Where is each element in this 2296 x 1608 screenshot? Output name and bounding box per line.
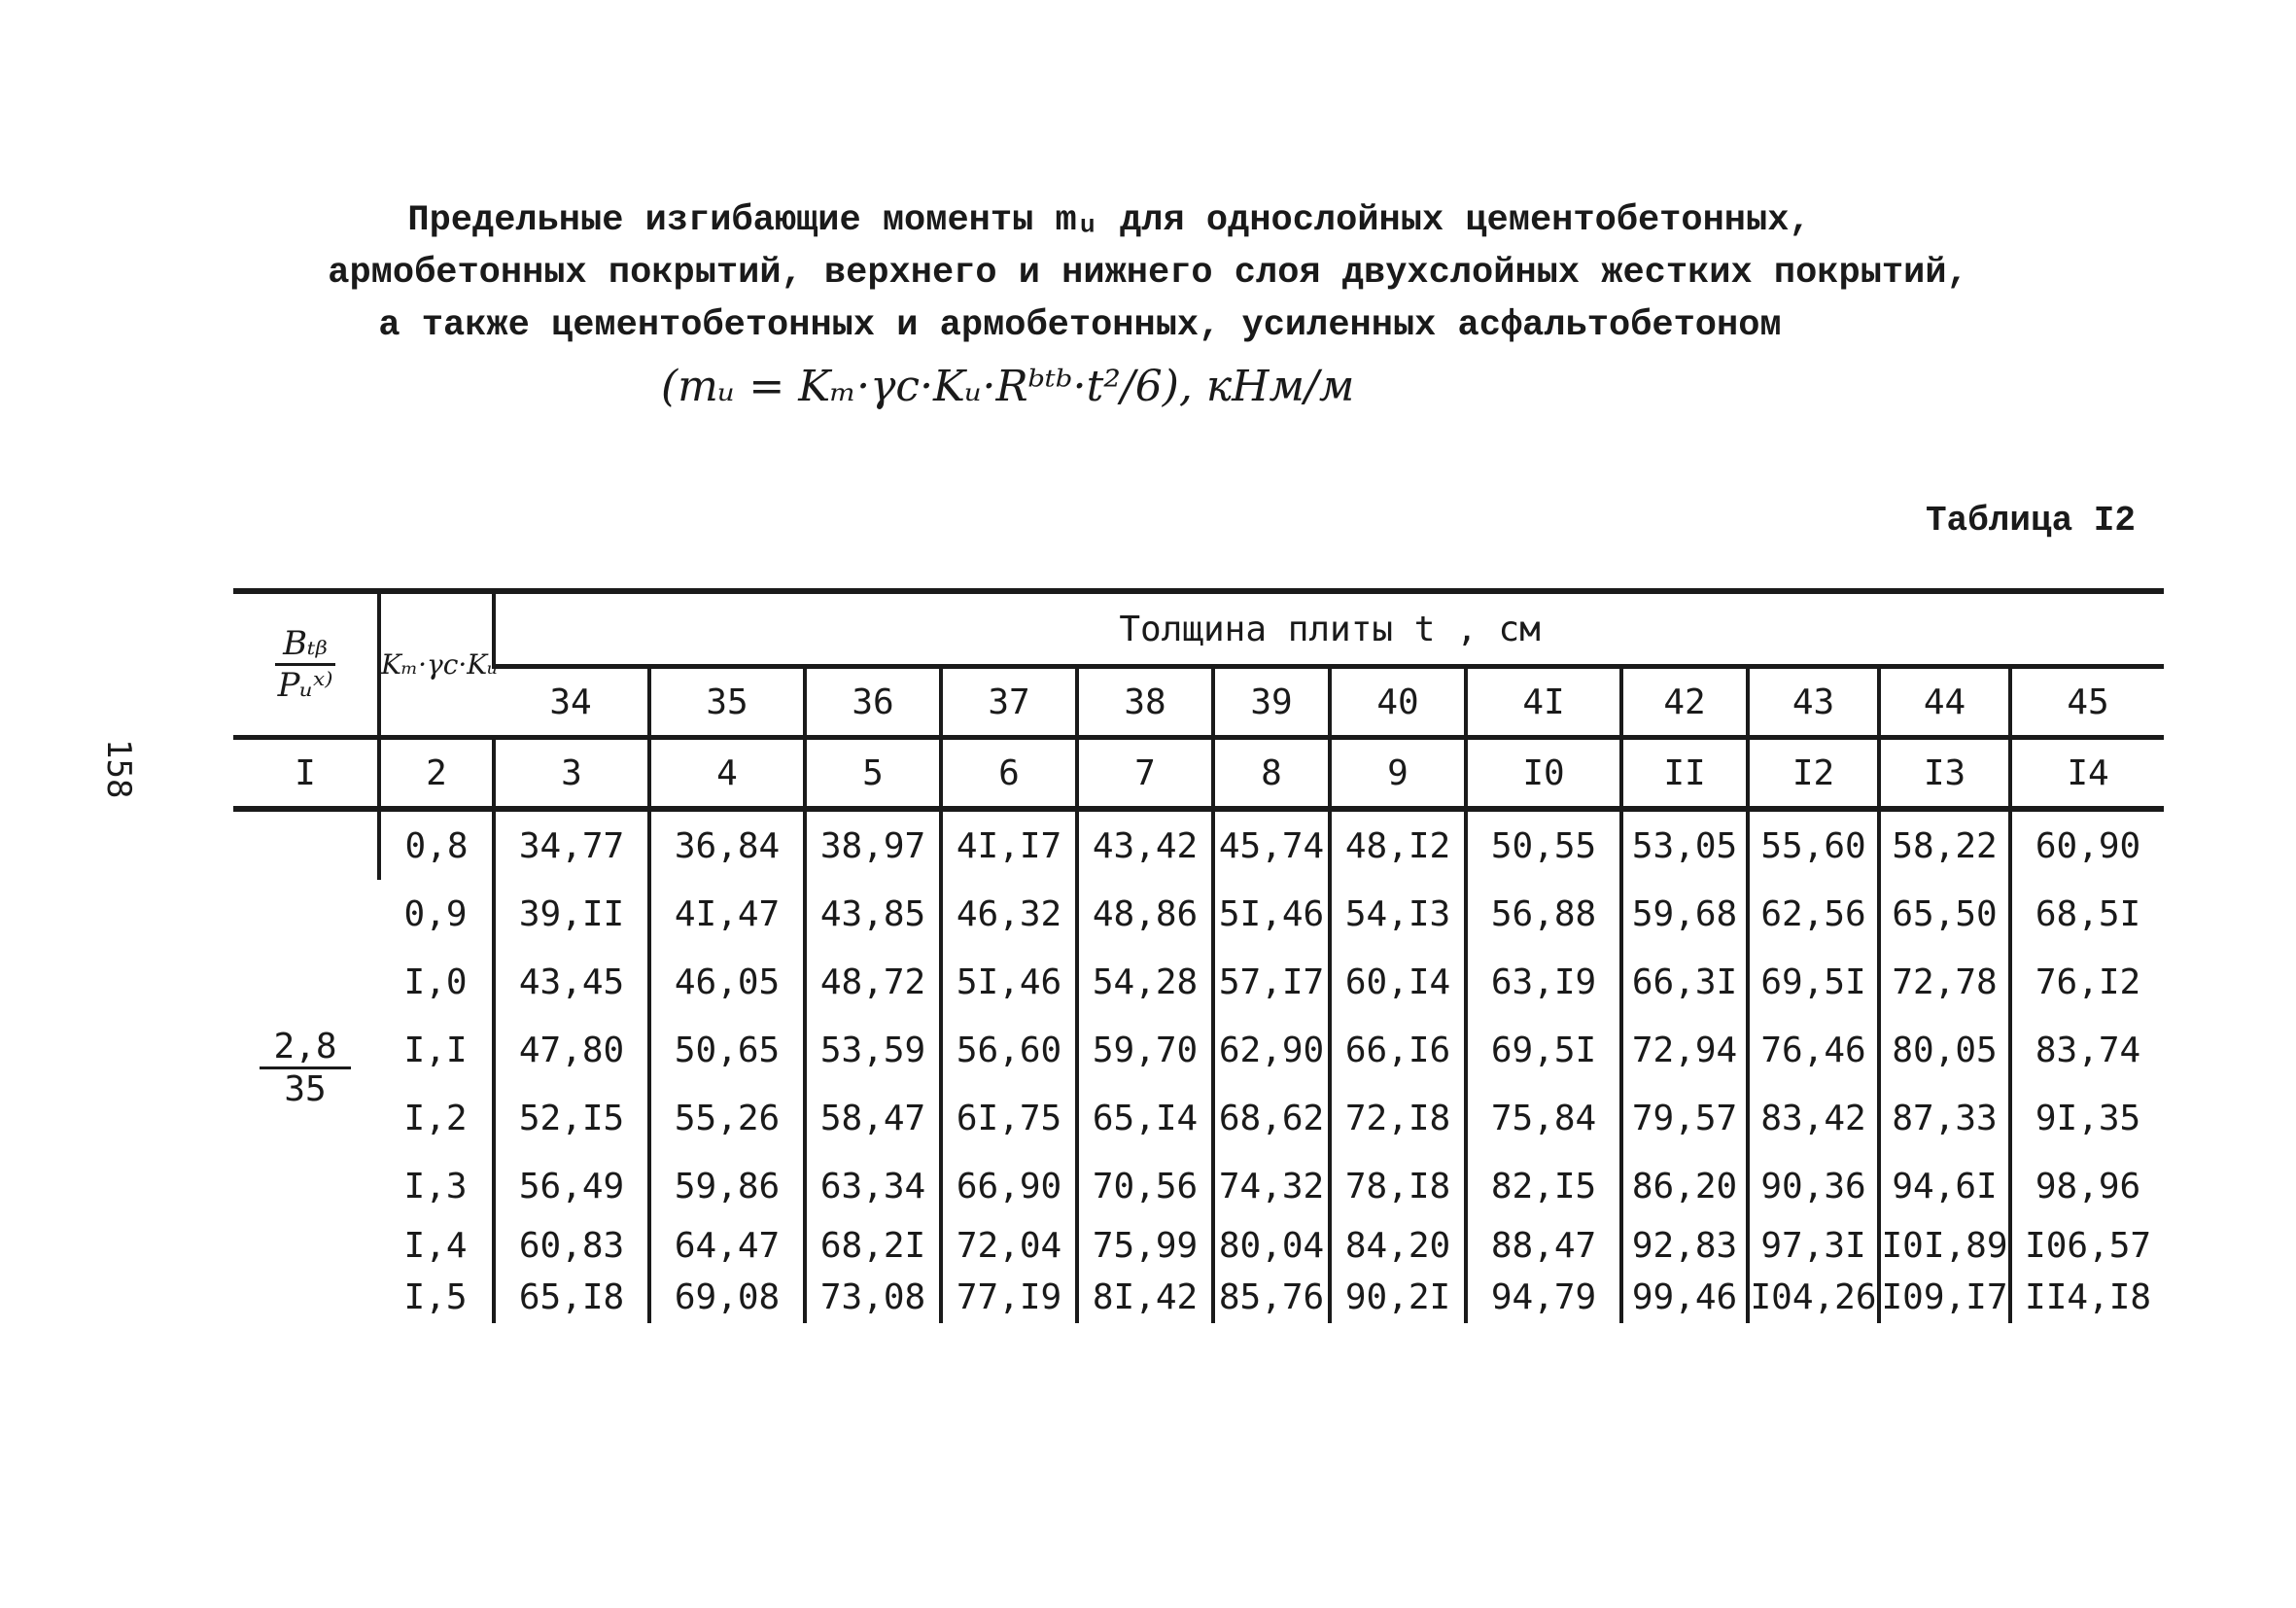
moment-value: 4I,47 (649, 880, 805, 948)
moment-value: 63,I9 (1466, 948, 1621, 1016)
column-number: I2 (1748, 738, 1879, 810)
column-number: 2 (379, 738, 494, 810)
moment-value: 80,04 (1213, 1220, 1330, 1272)
group-bt-value: 2,8 (260, 1027, 350, 1069)
moment-value: 76,I2 (2010, 948, 2164, 1016)
moment-value: 45,74 (1213, 809, 1330, 880)
moment-value: 63,34 (805, 1152, 941, 1220)
thickness-value: 40 (1330, 667, 1466, 738)
document-title (0, 194, 2296, 352)
moment-value: 68,2I (805, 1220, 941, 1272)
thickness-value: 34 (494, 667, 649, 738)
moment-value: 56,60 (941, 1016, 1077, 1084)
column-number: 4 (649, 738, 805, 810)
k-product-value: I,5 (403, 1277, 468, 1317)
moment-value: 64,47 (649, 1220, 805, 1272)
header-k-product: Kₘ·γc·Kᵤ (379, 591, 494, 738)
title-line-3: а также цементобетонных и армобетонных, усиленных асфальтобетоном (378, 305, 1782, 346)
moment-value: 59,70 (1077, 1016, 1213, 1084)
moment-value: 34,77 (494, 809, 649, 880)
moment-formula: (mᵤ = Kₘ·γc·Kᵤ·Rᵇᵗᵇ·t²/6), кНм/м (661, 362, 1355, 411)
moment-value: 50,55 (1466, 809, 1621, 880)
moment-value: 75,84 (1466, 1084, 1621, 1152)
moment-value: 94,79 (1466, 1272, 1621, 1323)
moment-value: 69,08 (649, 1272, 805, 1323)
moment-value: 4I,I7 (941, 809, 1077, 880)
k-product-value: 0,8 (379, 809, 494, 880)
moment-value: 69,5I (1748, 948, 1879, 1016)
moment-value: 46,05 (649, 948, 805, 1016)
moment-value: 90,36 (1748, 1152, 1879, 1220)
header-thickness: Толщина плиты t , см (494, 591, 2164, 667)
moment-value: 59,86 (649, 1152, 805, 1220)
thickness-value: 45 (2010, 667, 2164, 738)
moment-value: 58,47 (805, 1084, 941, 1152)
thickness-value: 37 (941, 667, 1077, 738)
column-number: 7 (1077, 738, 1213, 810)
moments-table (233, 588, 2164, 1323)
moment-value: 53,59 (805, 1016, 941, 1084)
thickness-value: 39 (1213, 667, 1330, 738)
moment-value: 38,97 (805, 809, 941, 880)
moment-value: 9I,35 (2010, 1084, 2164, 1152)
moment-value: 8I,42 (1077, 1272, 1213, 1323)
moment-value: 48,I2 (1330, 809, 1466, 880)
column-number: I (233, 738, 379, 810)
moment-value: 62,90 (1213, 1016, 1330, 1084)
column-number: 3 (494, 738, 649, 810)
moment-value: 62,56 (1748, 880, 1879, 948)
moment-value: 48,86 (1077, 880, 1213, 948)
moment-value: 5I,46 (941, 948, 1077, 1016)
moment-value: 47,80 (494, 1016, 649, 1084)
moment-value: II4,I8 (2010, 1272, 2164, 1323)
moment-value: I04,26 (1748, 1272, 1879, 1323)
moment-value: 87,33 (1879, 1084, 2010, 1152)
moment-value: 92,83 (1621, 1220, 1748, 1272)
moment-value: I09,I7 (1879, 1272, 2010, 1323)
k-product-value: 0,9 (403, 893, 468, 934)
k-product-value: I,I (403, 1030, 468, 1070)
moment-value: 65,I8 (494, 1272, 649, 1323)
moment-value: 97,3I (1748, 1220, 1879, 1272)
moment-value: 48,72 (805, 948, 941, 1016)
moment-value: 60,83 (494, 1220, 649, 1272)
k-product-value: I,3 (403, 1166, 468, 1206)
moment-value: 72,I8 (1330, 1084, 1466, 1152)
group-bt-pu (233, 809, 379, 1323)
moment-value: 59,68 (1621, 880, 1748, 948)
moment-value: 53,05 (1621, 809, 1748, 880)
thickness-value: 4I (1466, 667, 1621, 738)
k-product-value: I,2 (403, 1098, 468, 1138)
moment-value: 88,47 (1466, 1220, 1621, 1272)
moment-value: 36,84 (649, 809, 805, 880)
moment-value: 6I,75 (941, 1084, 1077, 1152)
table-label: Таблица I2 (1925, 501, 2136, 541)
moment-value: 72,94 (1621, 1016, 1748, 1084)
moment-value: 72,78 (1879, 948, 2010, 1016)
moment-value: 72,04 (941, 1220, 1077, 1272)
header-pu: Pᵤˣ⁾ (277, 666, 333, 705)
moment-value: 60,I4 (1330, 948, 1466, 1016)
moment-value: 66,I6 (1330, 1016, 1466, 1084)
moment-value: 46,32 (941, 880, 1077, 948)
moment-value: 76,46 (1748, 1016, 1879, 1084)
moment-value: 98,96 (2010, 1152, 2164, 1220)
thickness-value: 42 (1621, 667, 1748, 738)
moment-value: 56,88 (1466, 880, 1621, 948)
table-row (233, 880, 2164, 948)
moment-value: 39,II (494, 880, 649, 948)
moment-value: 94,6I (1879, 1152, 2010, 1220)
table-row (233, 1220, 2164, 1272)
moment-value: 99,46 (1621, 1272, 1748, 1323)
title-line-1: Предельные изгибающие моменты mᵤ для однослойных цементобетонных, (407, 200, 1811, 241)
moment-value: 83,74 (2010, 1016, 2164, 1084)
moment-value: 80,05 (1879, 1016, 2010, 1084)
moment-value: 5I,46 (1213, 880, 1330, 948)
thickness-value: 44 (1879, 667, 2010, 738)
k-product-value: I,4 (403, 1226, 468, 1266)
moment-value: 43,42 (1077, 809, 1213, 880)
moment-value: 73,08 (805, 1272, 941, 1323)
moment-value: 54,I3 (1330, 880, 1466, 948)
moment-value: 65,I4 (1077, 1084, 1213, 1152)
column-number: 6 (941, 738, 1077, 810)
moment-value: 78,I8 (1330, 1152, 1466, 1220)
k-product-value: I,0 (403, 961, 468, 1002)
moment-value: 86,20 (1621, 1152, 1748, 1220)
thickness-values-row (233, 667, 2164, 738)
moment-value: 75,99 (1077, 1220, 1213, 1272)
column-number: II (1621, 738, 1748, 810)
thickness-value: 35 (649, 667, 805, 738)
header-bt-pu (233, 591, 379, 738)
column-number: 5 (805, 738, 941, 810)
moment-value: 55,26 (649, 1084, 805, 1152)
table-body (233, 809, 2164, 1323)
column-number: I4 (2010, 738, 2164, 810)
moment-value: 60,90 (2010, 809, 2164, 880)
thickness-value: 43 (1748, 667, 1879, 738)
header-bt: Bₜᵦ (275, 624, 335, 666)
moment-value: 58,22 (1879, 809, 2010, 880)
moment-value: 56,49 (494, 1152, 649, 1220)
moment-value: 82,I5 (1466, 1152, 1621, 1220)
moment-value: 65,50 (1879, 880, 2010, 948)
column-numbers-row (233, 738, 2164, 810)
moment-value: 43,85 (805, 880, 941, 948)
group-pu-value: 35 (284, 1068, 327, 1109)
moment-value: 52,I5 (494, 1084, 649, 1152)
table-row (233, 1016, 2164, 1084)
column-number: I0 (1466, 738, 1621, 810)
moment-value: 84,20 (1330, 1220, 1466, 1272)
moment-value: 54,28 (1077, 948, 1213, 1016)
moment-value: I06,57 (2010, 1220, 2164, 1272)
table-row (233, 948, 2164, 1016)
column-number: 8 (1213, 738, 1330, 810)
table-row (233, 1272, 2164, 1323)
title-line-2: армобетонных покрытий, верхнего и нижнего слоя двухслойных жестких покрытий, (328, 253, 1968, 294)
column-number: I3 (1879, 738, 2010, 810)
moment-value: 90,2I (1330, 1272, 1466, 1323)
group-fraction (260, 1027, 350, 1109)
moment-value: 43,45 (494, 948, 649, 1016)
table-row (233, 1084, 2164, 1152)
moment-value: 66,90 (941, 1152, 1077, 1220)
moment-value: 68,5I (2010, 880, 2164, 948)
moment-value: 70,56 (1077, 1152, 1213, 1220)
moment-value: 55,60 (1748, 809, 1879, 880)
moment-value: 74,32 (1213, 1152, 1330, 1220)
table-row (233, 809, 2164, 880)
moment-value: 69,5I (1466, 1016, 1621, 1084)
page-number: 158 (99, 739, 138, 799)
moment-value: 50,65 (649, 1016, 805, 1084)
moment-value: 68,62 (1213, 1084, 1330, 1152)
thickness-value: 38 (1077, 667, 1213, 738)
thickness-value: 36 (805, 667, 941, 738)
moment-value: 57,I7 (1213, 948, 1330, 1016)
table-row (233, 1152, 2164, 1220)
moment-value: 79,57 (1621, 1084, 1748, 1152)
moment-value: I0I,89 (1879, 1220, 2010, 1272)
moment-value: 77,I9 (941, 1272, 1077, 1323)
moment-value: 85,76 (1213, 1272, 1330, 1323)
moment-value: 83,42 (1748, 1084, 1879, 1152)
moment-value: 66,3I (1621, 948, 1748, 1016)
column-number: 9 (1330, 738, 1466, 810)
